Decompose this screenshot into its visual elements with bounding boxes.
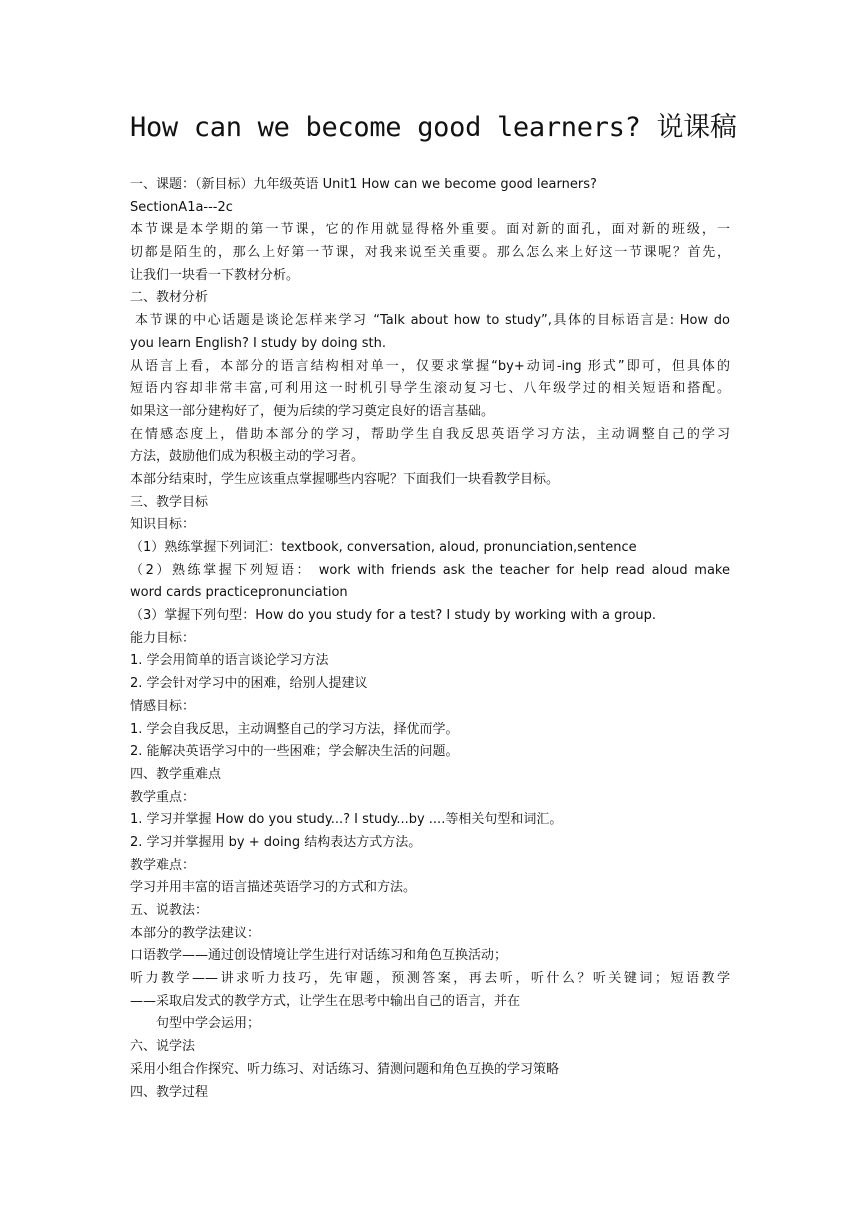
- text-line: 能力目标：: [130, 630, 196, 646]
- document-title: How can we become good learners? 说课稿: [130, 112, 737, 143]
- text-line: 在情感态度上，借助本部分的学习，帮助学生自我反思英语学习方法，主动调整自己的学习: [130, 426, 730, 442]
- text-line: 短语内容却非常丰富,可利用这一时机引导学生滚动复习七、八年级学过的相关短语和搭配。: [130, 381, 730, 397]
- text-line: 学习并用丰富的语言描述英语学习的方式和方法。: [130, 880, 417, 896]
- text-line: 情感目标：: [130, 698, 196, 714]
- text-line: ——采取启发式的教学方式，让学生在思考中输出自己的语言，并在: [130, 993, 521, 1009]
- text-line: 知识目标：: [130, 517, 196, 533]
- text-line: 五、说教法：: [130, 903, 209, 918]
- text-line: 听力教学——讲求听力技巧，先审题，预测答案，再去听，听什么？听关键词；短语教学: [130, 971, 730, 987]
- text-line: 1. 学习并掌握 How do you study...? I study...by ....等相关句型和词汇。: [130, 812, 563, 828]
- text-line: 2. 学习并掌握用 by + doing 结构表达方式方法。: [130, 834, 422, 850]
- text-line: 本节课的中心话题是谈论怎样来学习 “Talk about how to study”,具体的目标语言是: How do: [135, 313, 730, 329]
- text-line: 1. 学会用简单的语言谈论学习方法: [130, 653, 329, 669]
- text-line: 教学难点：: [130, 857, 196, 873]
- text-line: 二、教材分析: [130, 290, 209, 306]
- text-line: 三、教学目标: [130, 494, 209, 510]
- text-line: word cards practicepronunciation: [130, 585, 348, 601]
- text-line: 1. 学会自我反思，主动调整自己的学习方法，择优而学。: [130, 721, 459, 737]
- text-line: 句型中学会运用；: [156, 1016, 261, 1032]
- text-line: 本节课是本学期的第一节课，它的作用就显得格外重要。面对新的面孔，面对新的班级，一: [130, 222, 730, 238]
- text-line: 切都是陌生的，那么上好第一节课，对我来说至关重要。那么怎么来上好这一节课呢？首先，: [130, 245, 730, 261]
- text-line: （3）掌握下列句型：How do you study for a test? I study by working with a group.: [130, 608, 657, 624]
- text-line: 一、课题：（新目标）九年级英语 Unit1 How can we become good learners?: [130, 177, 597, 192]
- text-line: 教学重点：: [130, 789, 196, 805]
- text-line: 采用小组合作探究、听力练习、对话练习、猜测问题和角色互换的学习策略: [130, 1061, 560, 1077]
- text-line: you learn English? I study by doing sth.: [130, 335, 386, 351]
- text-line: 本部分结束时，学生应该重点掌握哪些内容呢？下面我们一块看教学目标。: [130, 471, 560, 487]
- text-line: 从语言上看，本部分的语言结构相对单一，仅要求掌握“by+动词-ing 形式”即可，但具体的: [130, 358, 730, 374]
- text-line: 六、说学法: [130, 1039, 196, 1055]
- text-line: 2. 能解决英语学习中的一些困难；学会解决生活的问题。: [130, 744, 459, 760]
- text-line: 口语教学——通过创设情境让学生进行对话练习和角色互换活动；: [130, 948, 508, 964]
- text-line: 四、教学过程: [130, 1084, 209, 1100]
- text-line: （1）熟练掌握下列词汇：textbook, conversation, aloud, pronunciation,sentence: [130, 540, 637, 555]
- text-line: 四、教学重难点: [130, 766, 222, 782]
- text-line: 让我们一块看一下教材分析。: [130, 267, 300, 283]
- text-line: SectionA1a---2c: [130, 199, 233, 215]
- text-line: 2. 学会针对学习中的困难，给别人提建议: [130, 676, 368, 692]
- text-line: 方法，鼓励他们成为积极主动的学习者。: [130, 449, 365, 465]
- document-body: [130, 174, 730, 1104]
- text-line: 本部分的教学法建议：: [130, 925, 261, 941]
- text-line: 如果这一部分建构好了，便为后续的学习奠定良好的语言基础。: [130, 403, 495, 419]
- text-line: （2）熟练掌握下列短语： work with friends ask the teacher for help read aloud make: [130, 562, 730, 578]
